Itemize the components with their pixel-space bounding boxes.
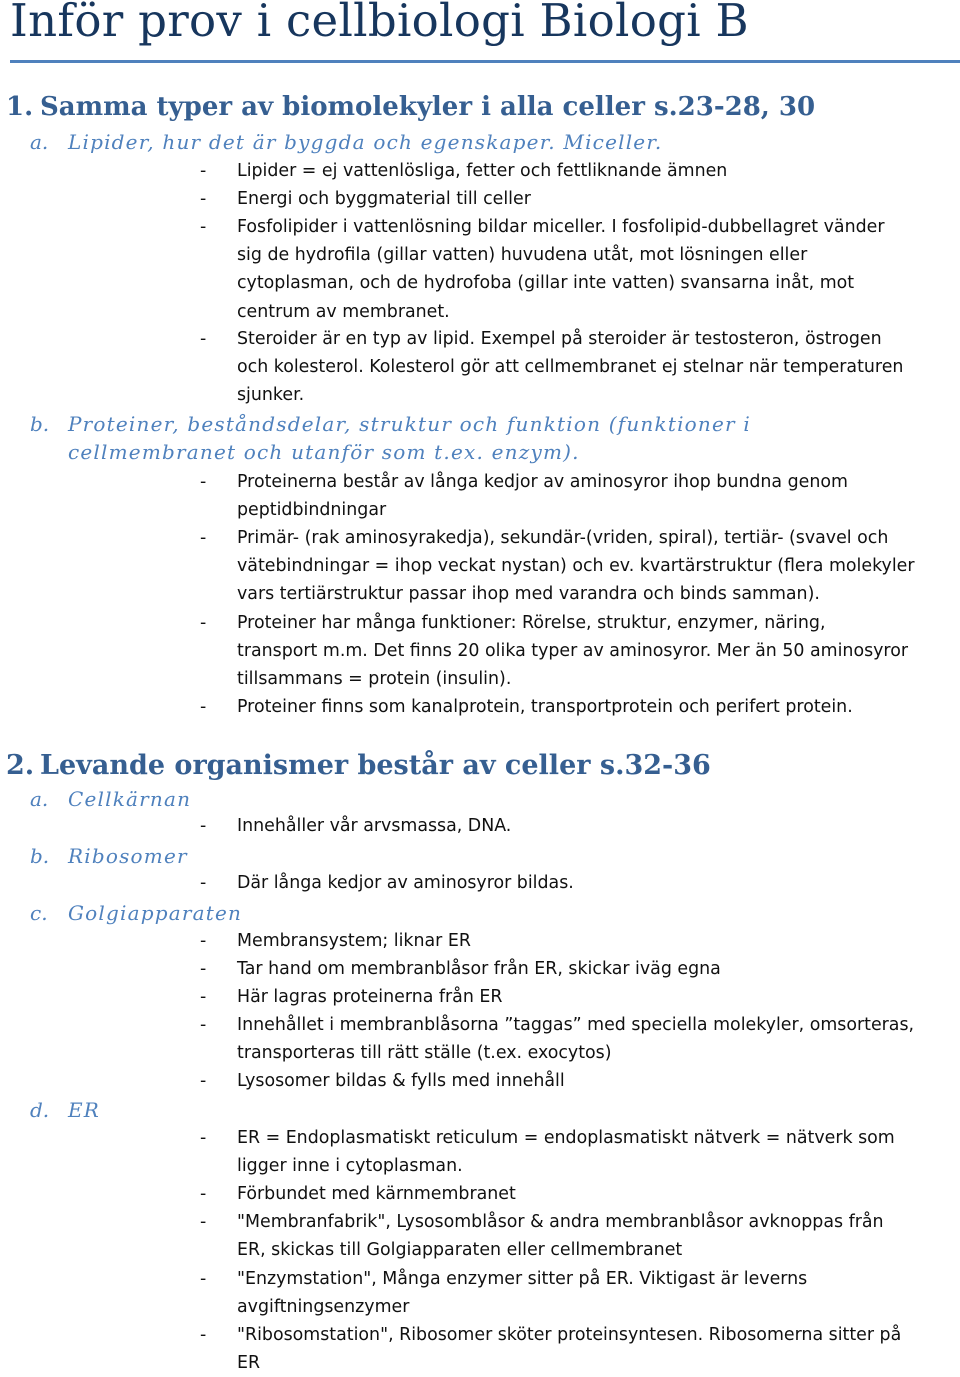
bullet-line: Förbundet med kärnmembranet (237, 1184, 516, 1204)
bullet-line: Tar hand om membranblåsor från ER, skickar iväg egna (237, 959, 721, 979)
bullet-text (237, 1011, 958, 1067)
bullet-text (237, 927, 958, 955)
bullet-text (237, 609, 958, 694)
bullet-line: Primär- (rak aminosyrakedja), sekundär-(vriden, spiral), tertiär- (svavel och (237, 528, 889, 548)
bullet-line: Lipider = ej vattenlösliga, fetter och fettliknande ämnen (237, 161, 728, 181)
bullet-line: Proteiner har många funktioner: Rörelse, struktur, enzymer, näring, (237, 613, 826, 633)
bullet-line: "Ribosomstation", Ribosomer sköter proteinsyntesen. Ribosomerna sitter på (237, 1325, 902, 1345)
section-number: 2. (6, 750, 35, 781)
bullet-line: cytoplasman, och de hydrofoba (gillar inte vatten) svansarna inåt, mot (237, 273, 855, 294)
bullet-line: transport m.m. Det finns 20 olika typer av aminosyror. Mer än 50 aminosyror (237, 641, 908, 662)
bullet-line: Innehållet i membranblåsorna ”taggas” med speciella molekyler, omsorteras, (237, 1015, 915, 1035)
document-title: Inför prov i cellbiologi Biologi B (10, 0, 749, 47)
bullet-line: sjunker. (237, 385, 305, 406)
bullet-line: avgiftningsenzymer (237, 1297, 410, 1318)
subsection-label: a. (30, 130, 49, 154)
bullet-text (237, 1265, 958, 1321)
bullet-dash: - (200, 613, 207, 633)
bullet-line: ER = Endoplasmatiskt reticulum = endoplasmatiskt nätverk = nätverk som (237, 1128, 895, 1148)
section-heading-text: Samma typer av biomolekyler i alla celler s.23-28, 30 (40, 92, 816, 122)
bullet-item (200, 185, 958, 213)
subsection-heading (30, 842, 188, 870)
bullet-dash: - (200, 1184, 207, 1204)
bullet-dash: - (200, 931, 207, 951)
bullet-line: Membransystem; liknar ER (237, 931, 471, 951)
bullet-line: transporteras till rätt ställe (t.ex. exocytos) (237, 1043, 612, 1064)
bullet-text (237, 325, 958, 410)
bullet-text (237, 693, 958, 721)
subsection-heading-line: ER (68, 1098, 101, 1122)
bullet-line: Här lagras proteinerna från ER (237, 987, 503, 1007)
bullet-line: ER (237, 1353, 261, 1374)
subsection-heading-line: Lipider, hur det är byggda och egenskaper. Miceller. (68, 130, 663, 154)
subsection-heading-line: Golgiapparaten (68, 901, 243, 925)
bullet-item (200, 1180, 958, 1208)
bullet-dash: - (200, 1071, 207, 1091)
bullet-line: och kolesterol. Kolesterol gör att cellmembranet ej stelnar när temperaturen (237, 357, 904, 378)
subsection-label: c. (30, 901, 48, 925)
bullet-line: Lysosomer bildas & fylls med innehåll (237, 1071, 565, 1091)
bullet-dash: - (200, 1128, 207, 1148)
bullet-item (200, 1321, 958, 1377)
bullet-item (200, 468, 958, 524)
bullet-item (200, 983, 958, 1011)
bullet-text (237, 983, 958, 1011)
bullet-dash: - (200, 217, 207, 237)
bullet-line: peptidbindningar (237, 500, 387, 521)
bullet-text (237, 524, 958, 609)
bullet-dash: - (200, 959, 207, 979)
subsection-heading (30, 899, 242, 927)
bullet-item (200, 1011, 958, 1067)
bullet-text (237, 468, 958, 524)
bullet-dash: - (200, 697, 207, 717)
bullet-text (237, 869, 958, 897)
bullet-item (200, 1265, 958, 1321)
bullet-line: Innehåller vår arvsmassa, DNA. (237, 816, 512, 836)
subsection-label: d. (30, 1098, 50, 1122)
bullet-item (200, 157, 958, 185)
bullet-item (200, 325, 958, 410)
bullet-line: tillsammans = protein (insulin). (237, 669, 512, 690)
bullet-item (200, 524, 958, 609)
bullet-item (200, 812, 958, 840)
bullet-dash: - (200, 1325, 207, 1345)
section-heading (6, 750, 711, 781)
bullet-line: centrum av membranet. (237, 301, 450, 322)
bullet-text (237, 812, 958, 840)
bullet-dash: - (200, 987, 207, 1007)
bullet-text (237, 185, 958, 213)
bullet-dash: - (200, 873, 207, 893)
bullet-line: sig de hydrofila (gillar vatten) huvudena utåt, mot lösningen eller (237, 245, 808, 266)
bullet-dash: - (200, 528, 207, 548)
bullet-dash: - (200, 329, 207, 349)
subsection-label: a. (30, 787, 49, 811)
bullet-line: Fosfolipider i vattenlösning bildar miceller. I fosfolipid-dubbellagret vänder (237, 217, 885, 237)
subsection-heading-line: Cellkärnan (68, 787, 192, 811)
bullet-line: ligger inne i cytoplasman. (237, 1156, 463, 1177)
bullet-line: Proteinerna består av långa kedjor av aminosyror ihop bundna genom (237, 472, 848, 492)
subsection-heading-line: Ribosomer (68, 844, 188, 868)
subsection-heading-line: cellmembranet och utanför som t.ex. enzym). (68, 440, 580, 464)
subsection-heading (30, 1096, 100, 1124)
section-heading (6, 92, 815, 122)
bullet-dash: - (200, 816, 207, 836)
bullet-line: "Enzymstation", Många enzymer sitter på ER. Viktigast är leverns (237, 1269, 808, 1289)
bullet-text (237, 1124, 958, 1180)
bullet-item (200, 1124, 958, 1180)
bullet-dash: - (200, 472, 207, 492)
bullet-text (237, 157, 958, 185)
bullet-dash: - (200, 161, 207, 181)
subsection-heading (30, 785, 191, 813)
bullet-dash: - (200, 189, 207, 209)
bullet-item (200, 1208, 958, 1264)
subsection-label: b. (30, 844, 50, 868)
bullet-item (200, 213, 958, 326)
bullet-dash: - (200, 1269, 207, 1289)
bullet-item (200, 609, 958, 694)
bullet-dash: - (200, 1015, 207, 1035)
bullet-line: Steroider är en typ av lipid. Exempel på steroider är testosteron, östrogen (237, 329, 882, 349)
subsection-heading-line: Proteiner, beståndsdelar, struktur och funktion (funktioner i (68, 412, 751, 436)
subsection-label: b. (30, 412, 50, 436)
subsection-heading (30, 410, 751, 466)
section-number: 1. (6, 92, 34, 122)
bullet-item (200, 869, 958, 897)
bullet-line: Där långa kedjor av aminosyror bildas. (237, 873, 574, 893)
bullet-line: vars tertiärstruktur passar ihop med varandra och binds samman). (237, 584, 820, 605)
section-heading-text: Levande organismer består av celler s.32-36 (40, 750, 711, 781)
bullet-text (237, 1180, 958, 1208)
bullet-item (200, 927, 958, 955)
bullet-line: Energi och byggmaterial till celler (237, 189, 531, 209)
bullet-line: "Membranfabrik", Lysosomblåsor & andra membranblåsor avknoppas från (237, 1212, 884, 1232)
bullet-text (237, 1208, 958, 1264)
bullet-line: ER, skickas till Golgiapparaten eller cellmembranet (237, 1240, 683, 1261)
bullet-text (237, 1067, 958, 1095)
bullet-line: vätebindningar = ihop veckat nystan) och ev. kvartärstruktur (flera molekyler (237, 556, 915, 577)
bullet-line: Proteiner finns som kanalprotein, transportprotein och perifert protein. (237, 697, 853, 717)
subsection-heading (30, 128, 662, 156)
bullet-item (200, 1067, 958, 1095)
bullet-item (200, 955, 958, 983)
bullet-item (200, 693, 958, 721)
bullet-text (237, 213, 958, 326)
title-underline (10, 60, 960, 63)
bullet-dash: - (200, 1212, 207, 1232)
bullet-text (237, 955, 958, 983)
bullet-text (237, 1321, 958, 1377)
